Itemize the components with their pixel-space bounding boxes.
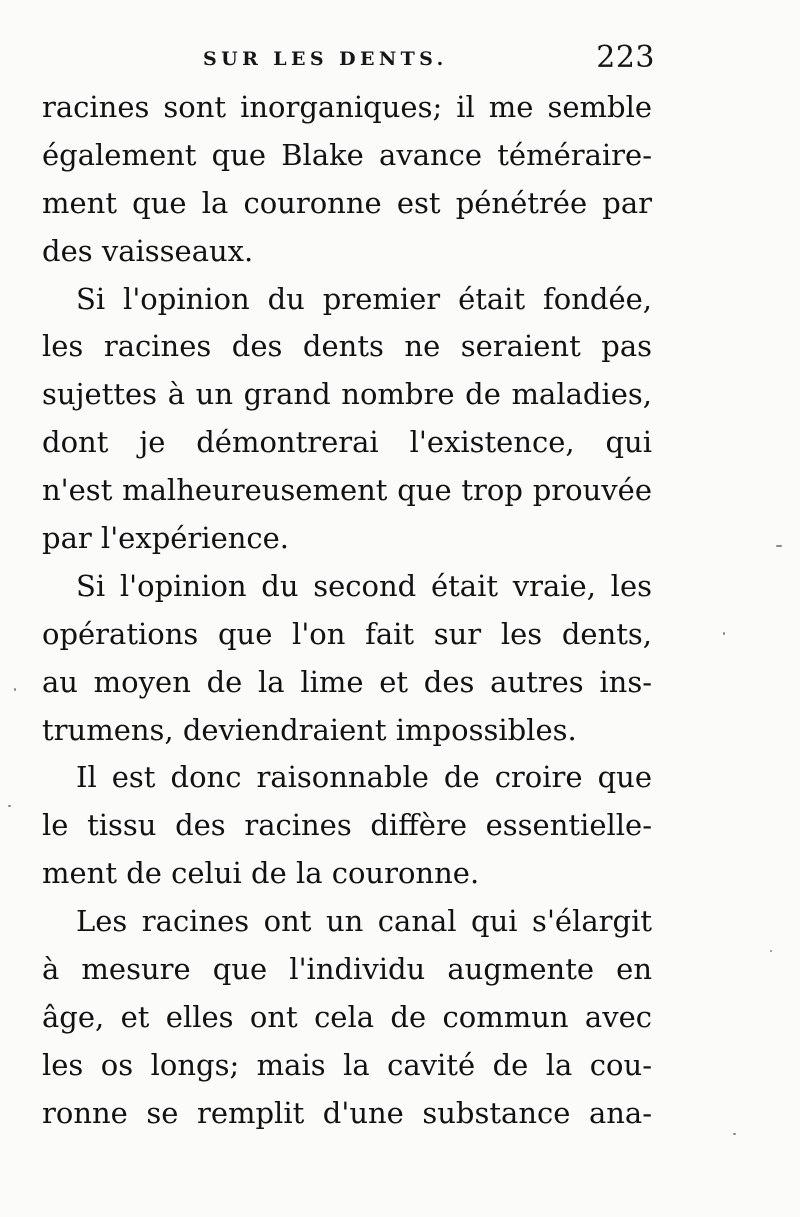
text-line: âge, et elles ont cela de commun avec [42, 999, 652, 1034]
text-line: opérations que l'on fait sur les dents, [42, 616, 652, 651]
speck [14, 688, 16, 691]
page-header [40, 38, 655, 78]
text-line: par l'expérience. [42, 521, 290, 556]
text-line: n'est malheureusement que trop prouvée [42, 473, 652, 508]
body-text [42, 84, 652, 1138]
paragraph-first-line: Si l'opinion du second était vraie, les [76, 568, 652, 603]
text-line: trumens, deviendraient impossibles. [42, 712, 577, 747]
running-head: SUR LES DENTS. [203, 48, 448, 70]
speck [723, 632, 725, 635]
paragraph-first-line: Si l'opinion du premier était fondée, [76, 281, 652, 316]
text-line: des vaisseaux. [42, 233, 254, 268]
paragraph-first-line: Les racines ont un canal qui s'élargit [76, 904, 652, 939]
speck [8, 805, 11, 807]
page-number: 223 [596, 40, 655, 75]
speck [733, 1133, 736, 1135]
text-line: le tissu des racines diffère essentielle- [42, 808, 652, 843]
text-line: ment que la couronne est pénétrée par [42, 185, 652, 220]
text-line: ronne se remplit d'une substance ana- [42, 1095, 652, 1130]
text-line: les os longs; mais la cavité de la cou- [42, 1047, 652, 1082]
speck [770, 950, 772, 952]
text-line: à mesure que l'individu augmente en [42, 952, 652, 987]
text-line: les racines des dents ne seraient pas [42, 329, 652, 364]
text-line: dont je démontrerai l'existence, qui [42, 425, 652, 460]
text-line: également que Blake avance téméraire- [42, 137, 652, 172]
speck [776, 545, 782, 547]
paragraph-first-line: Il est donc raisonnable de croire que [76, 760, 652, 795]
text-line: racines sont inorganiques; il me semble [42, 90, 652, 124]
text-line: sujettes à un grand nombre de maladies, [42, 377, 652, 412]
text-line: ment de celui de la couronne. [42, 856, 480, 891]
text-line: au moyen de la lime et des autres ins- [42, 664, 652, 699]
